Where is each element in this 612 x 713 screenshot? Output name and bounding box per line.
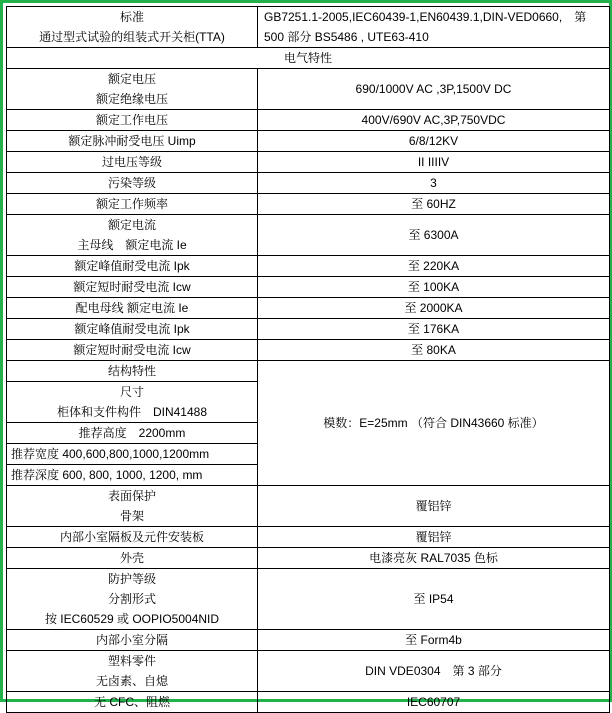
spec-table: [6, 6, 610, 713]
row-value: 6/8/12KV: [258, 131, 610, 152]
row-label: 过电压等级: [7, 152, 258, 173]
row-value: 电漆亮灰 RAL7035 色标: [258, 548, 610, 569]
row-value: 至 Form4b: [258, 630, 610, 651]
row-label: 配电母线 额定电流 Ie: [7, 298, 258, 319]
row-value: 至 6300A: [258, 215, 610, 256]
size-label: 尺寸 柜体和支件构件 DIN41488: [7, 382, 258, 423]
row-label: 外壳: [7, 548, 258, 569]
row-label: 内部小室分隔: [7, 630, 258, 651]
row-value: 覆铝锌: [258, 527, 610, 548]
table-row: [7, 319, 610, 340]
table-row: [7, 298, 610, 319]
row-label: 额定工作频率: [7, 194, 258, 215]
table-row: [7, 131, 610, 152]
standard-value: GB7251.1-2005,IEC60439-1,EN60439.1,DIN-VED0660, 第 500 部分 BS5486 , UTE63-410: [258, 7, 610, 48]
row-value: II IIIIV: [258, 152, 610, 173]
row-label: 塑料零件 无卤素、自熄: [7, 651, 258, 692]
row-value: 3: [258, 173, 610, 194]
row-label: 额定工作电压: [7, 110, 258, 131]
depth-label: 推荐深度 600, 800, 1000, 1200, mm: [7, 465, 258, 486]
section-electrical: 电气特性: [7, 48, 610, 69]
section-row: [7, 361, 610, 382]
standard-label: 标准 通过型式试验的组装式开关柜(TTA): [7, 7, 258, 48]
table-row: [7, 110, 610, 131]
row-label: 额定电压 额定绝缘电压: [7, 69, 258, 110]
row-value: 400V/690V AC,3P,750VDC: [258, 110, 610, 131]
table-row: [7, 256, 610, 277]
row-label: 额定脉冲耐受电压 Uimp: [7, 131, 258, 152]
row-value: 至 60HZ: [258, 194, 610, 215]
table-row: [7, 569, 610, 630]
height-label: 推荐高度 2200mm: [7, 423, 258, 444]
row-value: 至 80KA: [258, 340, 610, 361]
table-row: [7, 194, 610, 215]
table-row: [7, 152, 610, 173]
table-row: [7, 548, 610, 569]
row-label: 内部小室隔板及元件安装板: [7, 527, 258, 548]
row-value: 至 100KA: [258, 277, 610, 298]
row-label: 表面保护 骨架: [7, 486, 258, 527]
width-label: 推荐宽度 400,600,800,1000,1200mm: [7, 444, 258, 465]
row-value: 至 2000KA: [258, 298, 610, 319]
row-label: 额定峰值耐受电流 Ipk: [7, 256, 258, 277]
row-label: 污染等级: [7, 173, 258, 194]
table-row: [7, 486, 610, 527]
table-row: [7, 630, 610, 651]
row-value: 至 IP54: [258, 569, 610, 630]
modulus-value: 模数：E=25mm （符合 DIN43660 标准）: [258, 361, 610, 486]
row-label: 额定峰值耐受电流 Ipk: [7, 319, 258, 340]
section-row: [7, 48, 610, 69]
section-structure: 结构特性: [7, 361, 258, 382]
row-value: 690/1000V AC ,3P,1500V DC: [258, 69, 610, 110]
table-row: [7, 7, 610, 48]
row-value: 至 176KA: [258, 319, 610, 340]
table-row: [7, 277, 610, 298]
row-value: DIN VDE0304 第 3 部分: [258, 651, 610, 692]
row-label: 防护等级 分割形式 按 IEC60529 或 OOPIO5004NID: [7, 569, 258, 630]
row-label: 额定短时耐受电流 Icw: [7, 340, 258, 361]
row-label: 无 CFC、阻燃: [7, 692, 258, 713]
table-row: [7, 69, 610, 110]
table-row: [7, 340, 610, 361]
table-row: [7, 651, 610, 692]
table-row: [7, 527, 610, 548]
row-value: IEC60707: [258, 692, 610, 713]
row-label: 额定电流 主母线 额定电流 Ie: [7, 215, 258, 256]
row-label: 额定短时耐受电流 Icw: [7, 277, 258, 298]
table-row: [7, 215, 610, 256]
table-row: [7, 692, 610, 713]
row-value: 至 220KA: [258, 256, 610, 277]
row-value: 覆铝锌: [258, 486, 610, 527]
table-row: [7, 173, 610, 194]
